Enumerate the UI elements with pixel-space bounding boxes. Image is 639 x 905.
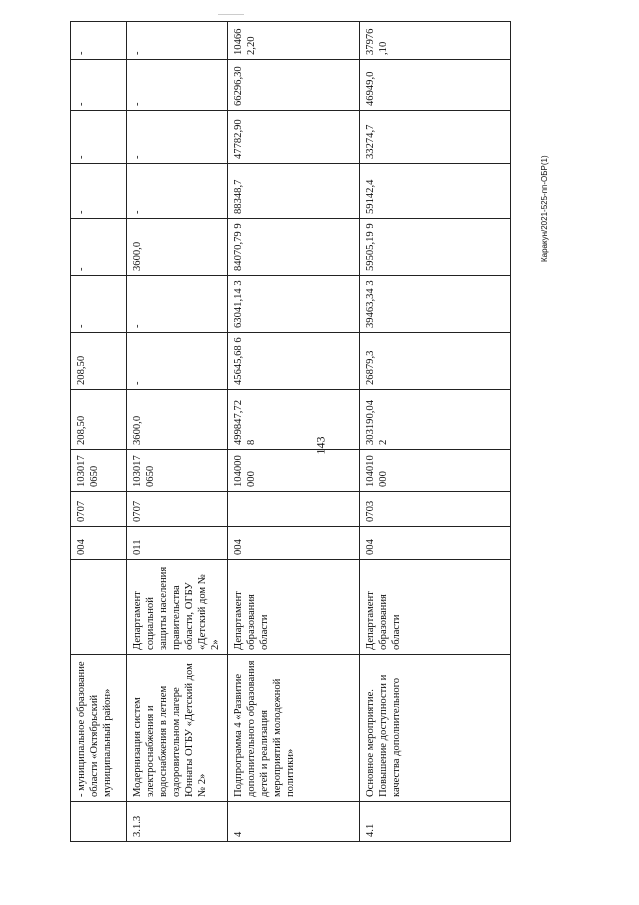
cell-2019: 26879,3 [360,333,511,390]
cell-2025: 37976,10 [360,22,511,60]
row-number [71,802,127,842]
cell-2023: 33274,7 [360,111,511,164]
document-code: Каракун/2021-525-пп-ОБР(1) [540,155,549,262]
cell-grbs: 004 [71,527,127,560]
row-executor: Департамент образования области [228,560,360,655]
cell-2025: - [71,22,127,60]
cell-rzpr: 0703 [360,492,511,527]
table-row [228,22,360,842]
table-row [360,22,511,842]
cell-2022: 59142,4 [360,164,511,219]
cell-rzpr [228,492,360,527]
scan-mark [218,14,244,15]
cell-2024: - [127,60,228,111]
cell-rzpr: 0707 [127,492,228,527]
cell-grbs: 004 [228,527,360,560]
table-row [71,22,127,842]
cell-grbs: 011 [127,527,228,560]
row-name: Подпрограмма 4 «Развитие дополнительного образования детей и реализация мероприятий молодежной политики» [228,655,360,802]
cell-total: 303190,04 2 [360,390,511,450]
cell-2025: - [127,22,228,60]
cell-2024: - [71,60,127,111]
cell-2022: - [127,164,228,219]
cell-total: 499847,72 8 [228,390,360,450]
cell-2024: 66296,30 [228,60,360,111]
row-executor: Департамент социальной защиты населения правительства области, ОГБУ «Детский дом № 2» [127,560,228,655]
cell-2019: - [127,333,228,390]
row-number: 4.1 [360,802,511,842]
cell-2021: 84070,79 9 [228,219,360,276]
cell-2019: 45645,68 6 [228,333,360,390]
cell-2024: 46949,0 [360,60,511,111]
cell-csr: 103017 0650 [71,450,127,492]
cell-total: 208,50 [71,390,127,450]
table-row [127,22,228,842]
row-executor: Департамент образования области [360,560,511,655]
row-number: 4 [228,802,360,842]
cell-2021: 59505,19 9 [360,219,511,276]
cell-2020: - [71,276,127,333]
cell-2021: - [71,219,127,276]
cell-2020: 39463,34 3 [360,276,511,333]
cell-2023: - [127,111,228,164]
cell-2019: 208,50 [71,333,127,390]
cell-csr: 103017 0650 [127,450,228,492]
cell-2025: 104662,20 [228,22,360,60]
cell-rzpr: 0707 [71,492,127,527]
cell-csr: 104010 000 [360,450,511,492]
page-number: 143 [313,436,328,455]
cell-2022: 88348,7 [228,164,360,219]
rotated-table-container [70,28,499,842]
row-name: - муниципальное образование области «Октябрьский муниципальный район» [71,655,127,802]
cell-2023: - [71,111,127,164]
cell-2021: 3600,0 [127,219,228,276]
row-executor [71,560,127,655]
cell-grbs: 004 [360,527,511,560]
cell-csr: 104000 000 [228,450,360,492]
row-name: Основное мероприятие. Повышение доступности и качества дополнительного [360,655,511,802]
cell-2020: 63041,14 3 [228,276,360,333]
cell-2022: - [71,164,127,219]
budget-table [70,21,511,842]
cell-2023: 47782,90 [228,111,360,164]
cell-2020: - [127,276,228,333]
row-name: Модернизация систем электроснабжения и водоснабжения в летнем оздоровительном лагере Юннаты ОГБУ «Детский дом № 2» [127,655,228,802]
cell-total: 3600,0 [127,390,228,450]
row-number: 3.1.3 [127,802,228,842]
